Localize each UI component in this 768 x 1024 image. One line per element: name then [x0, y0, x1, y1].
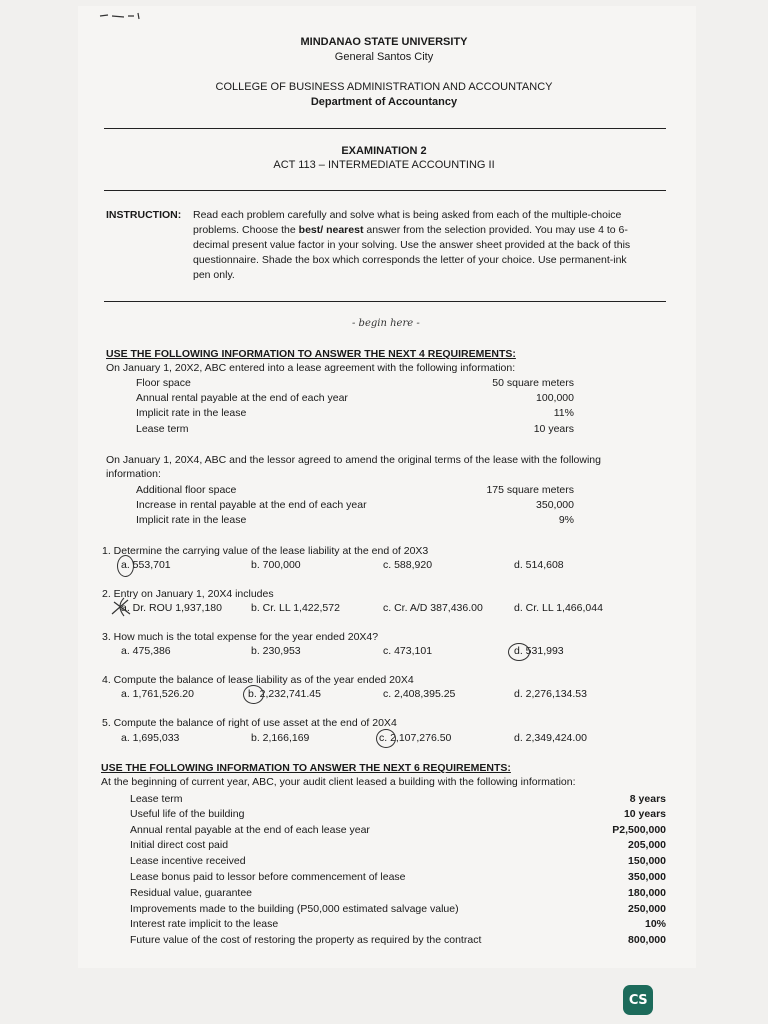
choice-c: c. 473,101: [383, 645, 433, 657]
choice-b: b. 2,232,741.45: [248, 688, 321, 700]
info-value: 10 years: [533, 423, 574, 435]
choice-d: d. 514,608: [514, 559, 564, 571]
camscanner-logo-icon: CS: [623, 985, 653, 1015]
info-value: 350,000: [628, 871, 666, 883]
course-title: ACT 113 – INTERMEDIATE ACCOUNTING II: [273, 159, 495, 171]
info-label: Initial direct cost paid: [130, 839, 229, 851]
info-value: 205,000: [628, 839, 666, 851]
info-label: Implicit rate in the lease: [136, 514, 247, 526]
instruction-label: INSTRUCTION:: [106, 209, 182, 221]
choice-d: d. 531,993: [514, 645, 564, 657]
info-label: Lease incentive received: [130, 855, 246, 867]
info-value: 180,000: [628, 887, 666, 899]
info-value: 9%: [558, 514, 574, 526]
instruction-line: Read each problem carefully and solve what is being asked from each of the multiple-choice: [193, 209, 622, 221]
info-label: Annual rental payable at the end of each lease year: [130, 824, 370, 836]
info-value: 50 square meters: [492, 377, 574, 389]
choice-a: a. 1,761,526.20: [121, 688, 194, 700]
info-value: 10%: [644, 918, 666, 930]
city-name: General Santos City: [334, 51, 434, 63]
info-label: Floor space: [136, 377, 191, 389]
info-value: 8 years: [629, 793, 666, 805]
choice-b: b. Cr. LL 1,422,572: [251, 602, 340, 614]
choice-d: d. Cr. LL 1,466,044: [514, 602, 603, 614]
info-label: Lease term: [136, 423, 189, 435]
question-text: 4. Compute the balance of lease liability as of the year ended 20X4: [102, 674, 414, 686]
choice-b: b. 700,000: [251, 559, 301, 571]
info-label: Improvements made to the building (P50,000 estimated salvage value): [130, 903, 459, 915]
answer-circle-mark: [376, 729, 396, 748]
info-value: 100,000: [536, 392, 574, 404]
divider: [104, 190, 666, 191]
instruction-line: problems. Choose the best/ nearest answer from the selection provided. You may use 4 to 6-: [193, 224, 628, 236]
info-label: Useful life of the building: [130, 808, 245, 820]
question-text: 2. Entry on January 1, 20X4 includes: [102, 588, 274, 600]
cross-mark-icon: [108, 596, 138, 618]
amend-text: information:: [106, 468, 161, 480]
info-value: P2,500,000: [612, 824, 666, 836]
info-label: Annual rental payable at the end of each year: [136, 392, 348, 404]
choice-d: d. 2,276,134.53: [514, 688, 587, 700]
exam-title: EXAMINATION 2: [341, 145, 427, 157]
choice-b: b. 2,166,169: [251, 732, 310, 744]
section1-intro: On January 1, 20X2, ABC entered into a lease agreement with the following information:: [106, 362, 516, 374]
info-label: Lease bonus paid to lessor before commencement of lease: [130, 871, 406, 883]
info-value: 250,000: [628, 903, 666, 915]
department-name: Department of Accountancy: [310, 96, 458, 108]
choice-a: a. 1,695,033: [121, 732, 180, 744]
answer-circle-mark: [508, 643, 530, 661]
answer-circle-mark: [117, 555, 134, 577]
divider: [104, 301, 666, 302]
instruction-line: decimal present value factor in your solving. Use the answer sheet provided at the back of this: [193, 239, 631, 251]
info-value: 150,000: [628, 855, 666, 867]
question-text: 1. Determine the carrying value of the lease liability at the end of 20X3: [102, 545, 429, 557]
handwritten-note: - begin here -: [352, 318, 420, 329]
scribble-mark-icon: [98, 10, 148, 24]
info-label: Interest rate implicit to the lease: [130, 918, 279, 930]
answer-circle-mark: [243, 685, 264, 704]
choice-b: b. 230,953: [251, 645, 301, 657]
choice-d: d. 2,349,424.00: [514, 732, 587, 744]
section1-heading: USE THE FOLLOWING INFORMATION TO ANSWER THE NEXT 4 REQUIREMENTS:: [106, 348, 516, 360]
choice-c: c. 2,107,276.50: [379, 732, 452, 744]
choice-c: c. 2,408,395.25: [383, 688, 456, 700]
question-text: 5. Compute the balance of right of use asset at the end of 20X4: [102, 717, 397, 729]
info-label: Increase in rental payable at the end of each year: [136, 499, 367, 511]
question-text: 3. How much is the total expense for the year ended 20X4?: [102, 631, 379, 643]
choice-c: c. 588,920: [383, 559, 433, 571]
info-label: Implicit rate in the lease: [136, 407, 247, 419]
choice-a: a. 553,701: [121, 559, 171, 571]
info-label: Residual value, guarantee: [130, 887, 253, 899]
instruction-line: questionnaire. Shade the box which corresponds the letter of your choice. Use permanent-ink: [193, 254, 627, 266]
college-name: COLLEGE OF BUSINESS ADMINISTRATION AND ACCOUNTANCY: [215, 81, 553, 93]
section2-heading: USE THE FOLLOWING INFORMATION TO ANSWER THE NEXT 6 REQUIREMENTS:: [101, 762, 511, 774]
info-value: 175 square meters: [486, 484, 574, 496]
info-value: 11%: [553, 407, 574, 419]
info-value: 800,000: [628, 934, 666, 946]
choice-c: c. Cr. A/D 387,436.00: [383, 602, 483, 614]
choice-a: a. Dr. ROU 1,937,180: [121, 602, 222, 614]
info-value: 10 years: [623, 808, 666, 820]
section2-intro: At the beginning of current year, ABC, your audit client leased a building with the following information:: [101, 776, 576, 788]
university-name: MINDANAO STATE UNIVERSITY: [300, 36, 468, 48]
instruction-line: pen only.: [193, 269, 235, 281]
info-label: Lease term: [130, 793, 183, 805]
amend-text: On January 1, 20X4, ABC and the lessor agreed to amend the original terms of the lease with the following: [106, 454, 601, 466]
info-label: Additional floor space: [136, 484, 237, 496]
divider: [104, 128, 666, 129]
choice-a: a. 475,386: [121, 645, 171, 657]
info-value: 350,000: [536, 499, 574, 511]
info-label: Future value of the cost of restoring the property as required by the contract: [130, 934, 482, 946]
